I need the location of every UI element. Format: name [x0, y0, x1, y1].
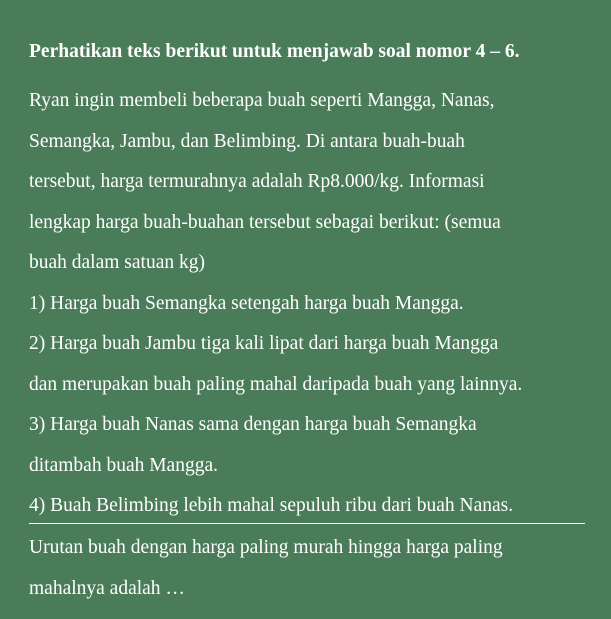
clue-2: 2) Harga buah Jambu tiga kali lipat dari harga buah Mangga: [29, 333, 499, 354]
question-line: mahalnya adalah …: [29, 577, 185, 599]
story-line: Semangka, Jambu, dan Belimbing. Di antara buah-buah: [29, 130, 465, 152]
story-line: lengkap harga buah-buahan tersebut sebagai berikut: (semua: [29, 211, 501, 233]
story-line: buah dalam satuan kg): [29, 252, 205, 273]
clue-2-continued: dan merupakan buah paling mahal daripada buah yang lainnya.: [29, 373, 523, 395]
clue-1: 1) Harga buah Semangka setengah harga buah Mangga.: [29, 292, 464, 314]
story-text: [29, 81, 585, 527]
question-text: [29, 528, 585, 609]
story-line: tersebut, harga termurahnya adalah Rp8.000/kg. Informasi: [29, 171, 485, 192]
question-line: Urutan buah dengan harga paling murah hingga harga paling: [29, 537, 503, 558]
story-line: Ryan ingin membeli beberapa buah seperti Mangga, Nanas,: [29, 90, 495, 111]
clue-3: 3) Harga buah Nanas sama dengan harga buah Semangka: [29, 414, 477, 435]
instruction-title: Perhatikan teks berikut untuk menjawab soal nomor 4 – 6.: [29, 41, 520, 62]
clue-3-continued: ditambah buah Mangga.: [29, 454, 218, 476]
clue-4: 4) Buah Belimbing lebih mahal sepuluh ribu dari buah Nanas.: [29, 495, 514, 516]
